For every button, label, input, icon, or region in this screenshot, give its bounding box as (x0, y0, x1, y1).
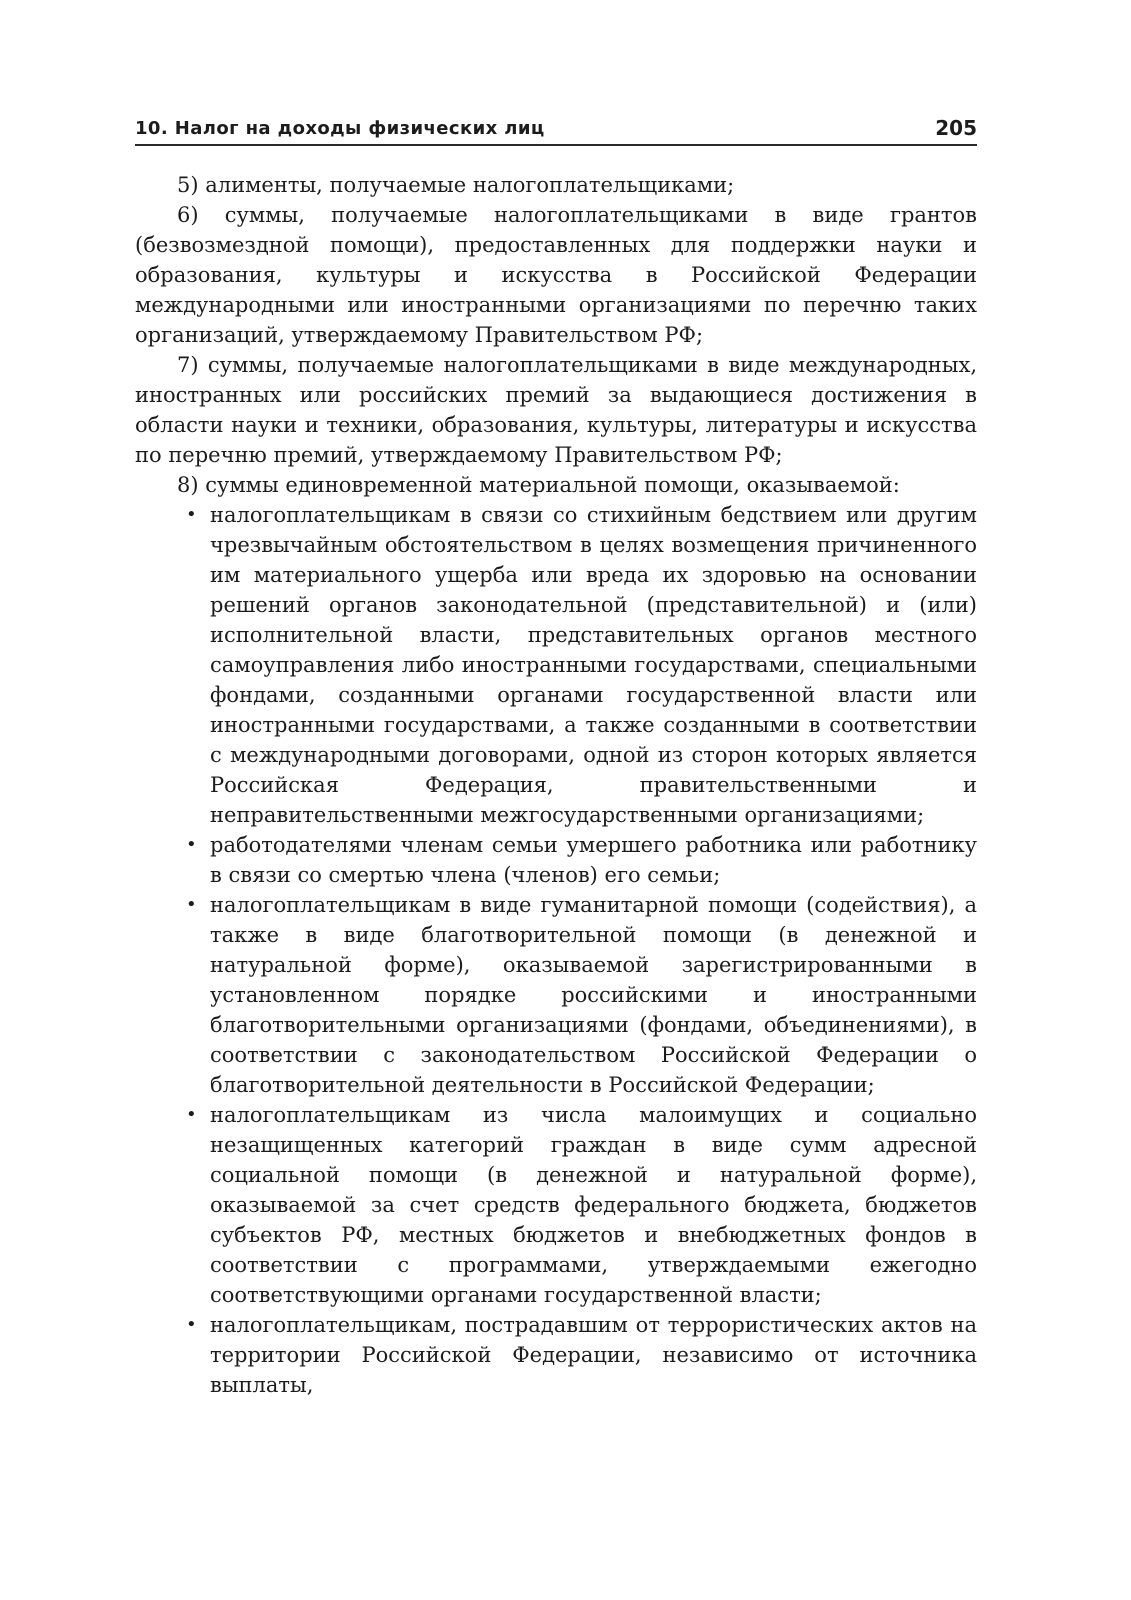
list-item (186, 1100, 977, 1310)
bullet-icon: • (186, 1104, 197, 1125)
page-number: 205 (935, 116, 977, 140)
bullet-icon: • (186, 1314, 197, 1335)
bullet-icon: • (186, 894, 197, 915)
paragraph-item-7: 7) суммы, получаемые налогоплательщиками в виде международных, иностранных или российских премий за выдающиеся достижения в области науки и техники, образования, культуры, литературы и искусства по перечню премий, утверждаемому Правительством РФ; (135, 353, 977, 467)
list-item-text: налогоплательщикам в виде гуманитарной помощи (содействия), а также в виде благотворительной помощи (в денежной и натуральной форме), оказываемой зарегистрированными в установленном порядке российскими и иностранными благотворительными организациями (фондами, объединениями), в соответствии с законодательством Российской Федерации о благотворительной деятельности в Российской Федерации; (210, 893, 977, 1097)
list-item-text: налогоплательщикам, пострадавшим от террористических актов на территории Российской Федерации, независимо от источника выплаты, (210, 1313, 977, 1397)
list-item-text: налогоплательщикам в связи со стихийным бедствием или другим чрезвычайным обстоятельством в целях возмещения причиненного им материального ущерба или вреда их здоровью на основании решений органов законодательной (представительной) и (или) исполнительной власти, представительных органов местного самоуправления либо иностранными государствами, специальными фондами, созданными органами государственной власти или иностранными государствами, а также созданными в соответствии с международными договорами, одной из сторон которых является Российская Федерация, правительственными и неправительственными межгосударственными организациями; (210, 503, 977, 827)
list-item (186, 1310, 977, 1400)
bullet-icon: • (186, 504, 197, 525)
chapter-title: 10. Налог на доходы физических лиц (135, 118, 545, 139)
list-item (186, 830, 977, 890)
paragraph-item-6: 6) суммы, получаемые налогоплательщиками в виде грантов (безвозмездной помощи), предоставленных для поддержки науки и образования, культуры и искусства в Российской Федерации международными или иностранными организациями по перечню таких организаций, утверждаемому Правительством РФ; (135, 203, 977, 347)
paragraph-item-5: 5) алименты, получаемые налогоплательщиками; (177, 173, 735, 197)
body-text (135, 170, 977, 1400)
list-item-text: работодателями членам семьи умершего работника или работнику в связи со смертью члена (членов) его семьи; (210, 833, 977, 887)
running-head (135, 114, 977, 146)
list-item (186, 500, 977, 830)
bullet-icon: • (186, 834, 197, 855)
paragraph-item-8: 8) суммы единовременной материальной помощи, оказываемой: (177, 473, 900, 497)
bullet-list (135, 500, 977, 1400)
list-item (186, 890, 977, 1100)
list-item-text: налогоплательщикам из числа малоимущих и социально незащищенных категорий граждан в виде сумм адресной социальной помощи (в денежной и натуральной форме), оказываемой за счет средств федерального бюджета, бюджетов субъектов РФ, местных бюджетов и внебюджетных фондов в соответствии с программами, утверждаемыми ежегодно соответствующими органами государственной власти; (210, 1103, 977, 1307)
